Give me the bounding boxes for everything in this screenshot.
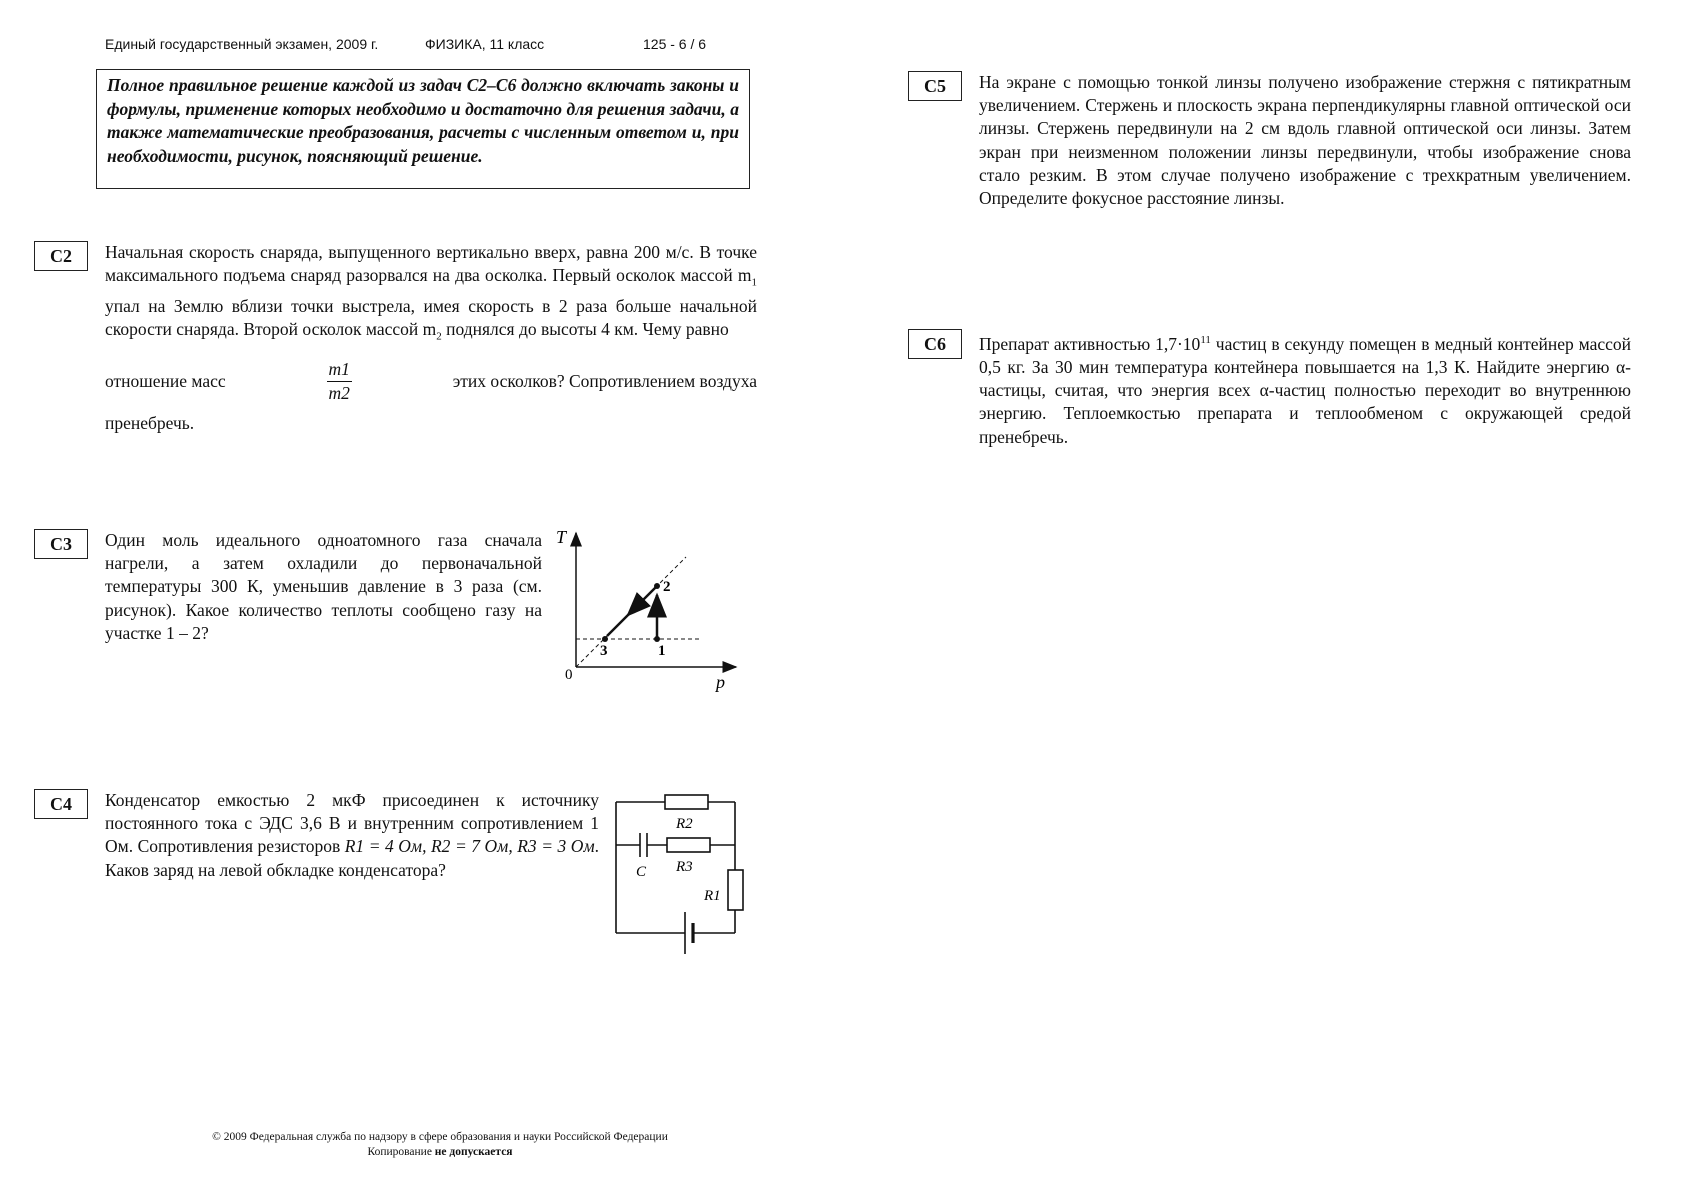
r1-label: R1 xyxy=(704,888,721,904)
point-3-label: 3 xyxy=(600,643,608,659)
ratio-numerator: m1 xyxy=(327,358,352,382)
problem-c2-text xyxy=(105,241,757,349)
problem-c6-label: C6 xyxy=(908,329,962,359)
problem-c4-text xyxy=(105,789,599,882)
c2-text-part3: поднялся до высоты 4 км. Чему равно xyxy=(441,319,729,340)
c4-text-part2: . Каков заряд на левой обкладке конденсатора? xyxy=(105,836,599,880)
c3-t-p-graph xyxy=(550,525,745,700)
footer-copy-notice xyxy=(140,1145,740,1160)
c6-exponent: 11 xyxy=(1200,334,1211,346)
point-1 xyxy=(654,636,660,642)
ratio-denominator: m2 xyxy=(328,383,350,404)
origin-label: 0 xyxy=(565,667,573,683)
c4-circuit-diagram xyxy=(610,790,750,960)
process-2-3-arrow xyxy=(628,586,657,615)
footer-copy-forbidden: не допускается xyxy=(434,1146,513,1158)
t-axis-label: T xyxy=(556,527,567,547)
c6-text-part2: частиц в секунду помещен в медный контейнер массой 0,5 кг. За 30 мин температура контейнера повышается на 1,3 К. Найдите энергию α-частицы, считая, что энергия всех α-частиц полностью переходит во внутреннюю энергию. Теплоемкостью препарата и теплообменом с окружающей средой пренебречь. xyxy=(979,333,1631,447)
footer xyxy=(140,1130,740,1160)
instructions-notice: Полное правильное решение каждой из задач С2–С6 должно включать законы и формулы, применение которых необходимо и достаточно для решения задачи, а также математические преобразования, расчеты с численным ответом и, при необходимости, рисунок, поясняющий решение. xyxy=(96,69,750,189)
c6-text-part1: Препарат активностью 1,7·10 xyxy=(979,333,1201,354)
point-2 xyxy=(654,583,660,589)
process-2-3 xyxy=(607,613,630,636)
header-exam-title: Единый государственный экзамен, 2009 г. xyxy=(105,36,379,52)
point-2-label: 2 xyxy=(663,579,671,595)
header-subject: ФИЗИКА, 11 класс xyxy=(425,36,545,52)
mass-ratio-fraction xyxy=(327,358,352,405)
c4-resistor-values: R1 = 4 Ом, R2 = 7 Ом, R3 = 3 Ом xyxy=(344,836,595,857)
problem-c2-label: C2 xyxy=(34,241,88,271)
c2-sub2: 2 xyxy=(436,330,442,343)
footer-copy-prefix: Копирование xyxy=(367,1146,435,1158)
resistor-r1 xyxy=(728,870,743,910)
resistor-r3 xyxy=(667,838,710,852)
problem-c5-label: C5 xyxy=(908,71,962,101)
r3-label: R3 xyxy=(676,859,693,875)
c2-text-part1: Начальная скорость снаряда, выпущенного вертикально вверх, равна 200 м/с. В точке максимального подъема снаряд разорвался на два осколка. Первый осколок массой m xyxy=(105,242,757,286)
resistor-r2 xyxy=(665,795,708,809)
c2-ratio-line xyxy=(105,358,757,405)
problem-c6-text xyxy=(979,329,1631,449)
header-page-number: 125 - 6 / 6 xyxy=(643,36,707,52)
p-axis-label: p xyxy=(716,672,725,692)
c2-text-end: пренебречь. xyxy=(105,413,195,433)
capacitor-label: C xyxy=(636,864,647,880)
problem-c3-text: Один моль идеального одноатомного газа сначала нагрели, а затем охладили до первоначальной температуры 300 К, уменьшив давление в 3 раза (см. рисунок). Какое количество теплоты сообщено газу на участке 1 – 2? xyxy=(105,530,542,643)
r2-label: R2 xyxy=(676,816,693,832)
point-3 xyxy=(602,636,608,642)
c2-sub1: 1 xyxy=(751,276,757,289)
c2-ratio-pre: отношение масс xyxy=(105,371,226,392)
point-1-label: 1 xyxy=(658,643,666,659)
c4-text-part1: Конденсатор емкостью 2 мкФ присоединен к источнику постоянного тока с ЭДС 3,6 В и внутренним сопротивлением 1 Ом. Сопротивления резисторов xyxy=(105,790,599,857)
problem-c5-text: На экране с помощью тонкой линзы получено изображение стержня с пятикратным увеличением. Стержень и плоскость экрана перпендикулярны главной оптической оси линзы. Стержень передвинули на 2 см вдоль главной оптической оси линзы. Затем экран при неизменном положении линзы передвинули, чтобы изображение снова стало резким. В этом случае получено изображение с трехкратным увеличением. Определите фокусное расстояние линзы. xyxy=(979,72,1631,209)
problem-c4-label: C4 xyxy=(34,789,88,819)
footer-copyright: © 2009 Федеральная служба по надзору в сфере образования и науки Российской Федерации xyxy=(212,1131,668,1143)
c2-ratio-post: этих осколков? Сопротивлением воздуха xyxy=(452,371,757,392)
problem-c3-label: C3 xyxy=(34,529,88,559)
c2-text-part2: упал на Землю вблизи точки выстрела, имея скорость в 2 раза больше начальной скорости снаряда. Второй осколок массой m xyxy=(105,295,757,340)
